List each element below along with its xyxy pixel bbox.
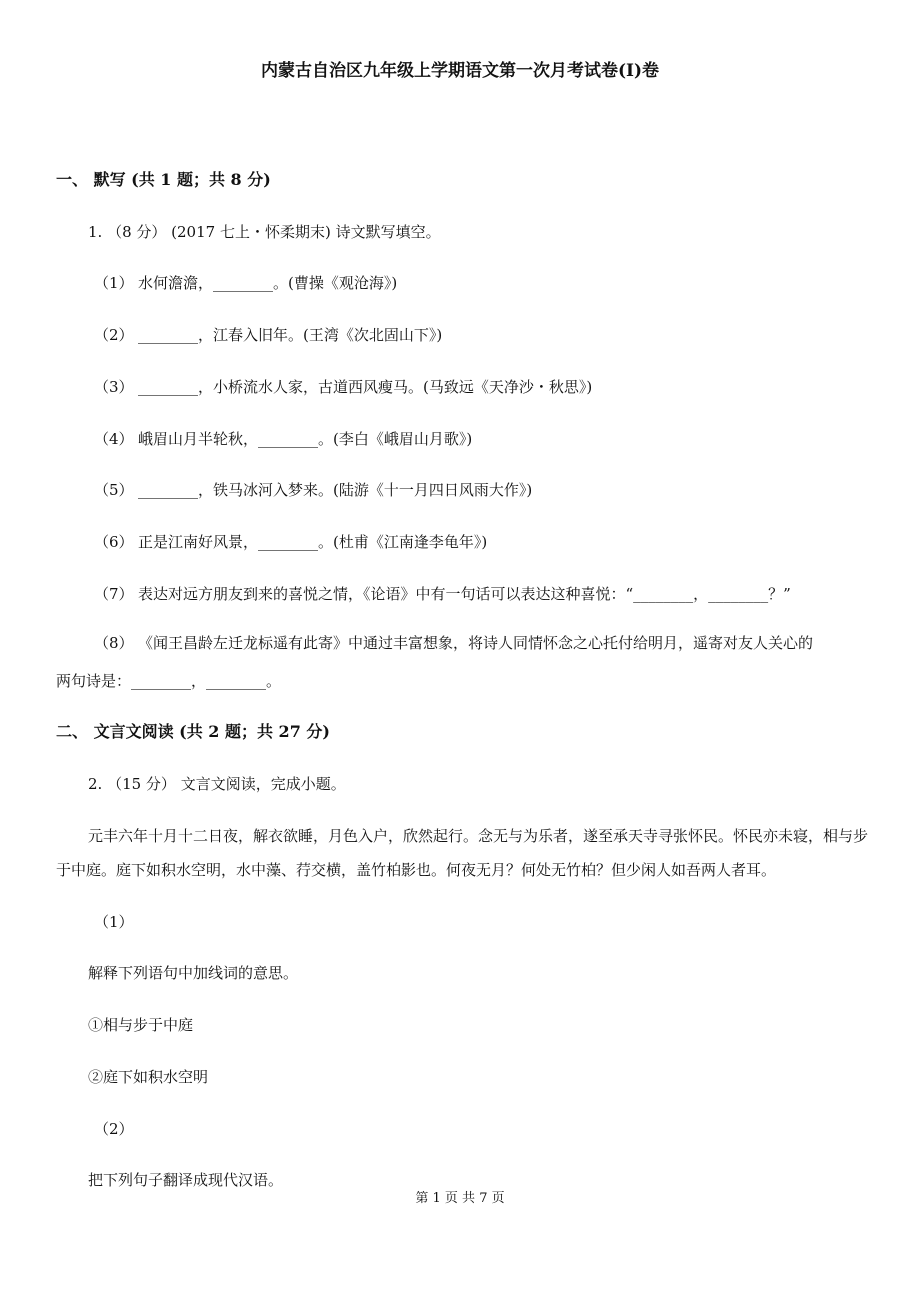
- question-2-stem: 2. （15 分） 文言文阅读，完成小题。: [88, 775, 346, 793]
- subquestion-1-part-b: ②庭下如积水空明: [88, 1068, 209, 1086]
- item-text: ________，小桥流水人家，古道西风瘦马。(马致远《天净沙・秋思》): [138, 378, 593, 396]
- question-1-item: [94, 325, 442, 345]
- item-number: （2）: [94, 326, 134, 344]
- passage-text: 元丰六年十月十二日夜，解衣欲睡，月色入户，欣然起行。念无与为乐者，遂至承天寺寻张怀民。怀民亦未寝，相与步于中庭。庭下如积水空明，水中藻、荇交横，盖竹柏影也。何夜无月？何处无竹柏？但少闲人如吾两人者耳。: [56, 827, 869, 879]
- question-1-stem: 1. （8 分） (2017 七上・怀柔期末) 诗文默写填空。: [88, 223, 441, 241]
- section-heading-2: 二、 文言文阅读 (共 2 题；共 27 分): [56, 722, 330, 741]
- item-text: 峨眉山月半轮秋，________。(李白《峨眉山月歌》): [138, 430, 473, 448]
- question-1-item: [94, 429, 472, 449]
- page-title: 内蒙古自治区九年级上学期语文第一次月考试卷(I)卷: [260, 61, 660, 81]
- item-text-continued: 两句诗是：________，________。: [56, 672, 282, 690]
- question-1-item: [94, 377, 592, 397]
- item-number: （1）: [94, 274, 134, 292]
- item-number: （8）: [94, 634, 134, 652]
- page-footer: 第 1 页 共 7 页: [415, 1191, 505, 1206]
- classical-passage: [56, 819, 871, 887]
- item-text: 水何澹澹，________。(曹操《观沧海》): [138, 274, 398, 292]
- item-number: （7）: [94, 585, 134, 603]
- subquestion-1-number: （1）: [94, 913, 134, 931]
- item-text: 《闻王昌龄左迁龙标遥有此寄》中通过丰富想象，将诗人同情怀念之心托付给明月，遥寄对友人关心的: [138, 634, 814, 652]
- subquestion-1-instruction: 解释下列语句中加线词的意思。: [88, 964, 299, 982]
- item-text: 正是江南好风景，________。(杜甫《江南逢李龟年》): [138, 533, 488, 551]
- item-text: 表达对远方朋友到来的喜悦之情，《论语》中有一句话可以表达这种喜悦：“________，________？”: [138, 585, 791, 603]
- item-number: （3）: [94, 378, 134, 396]
- section-heading-1: 一、 默写 (共 1 题；共 8 分): [56, 170, 271, 189]
- question-1-item: [94, 480, 532, 500]
- item-number: （6）: [94, 533, 134, 551]
- question-1-item: [94, 273, 397, 293]
- item-text: ________，江春入旧年。(王湾《次北固山下》): [138, 326, 443, 344]
- subquestion-2-number: （2）: [94, 1120, 134, 1138]
- subquestion-1-part-a: ①相与步于中庭: [88, 1016, 194, 1034]
- question-1-item: [94, 584, 791, 604]
- question-1-item: [94, 633, 813, 653]
- item-text: ________，铁马冰河入梦来。(陆游《十一月四日风雨大作》): [138, 481, 533, 499]
- question-1-item: [94, 532, 487, 552]
- item-number: （4）: [94, 430, 134, 448]
- item-number: （5）: [94, 481, 134, 499]
- subquestion-2-instruction: 把下列句子翻译成现代汉语。: [88, 1171, 284, 1189]
